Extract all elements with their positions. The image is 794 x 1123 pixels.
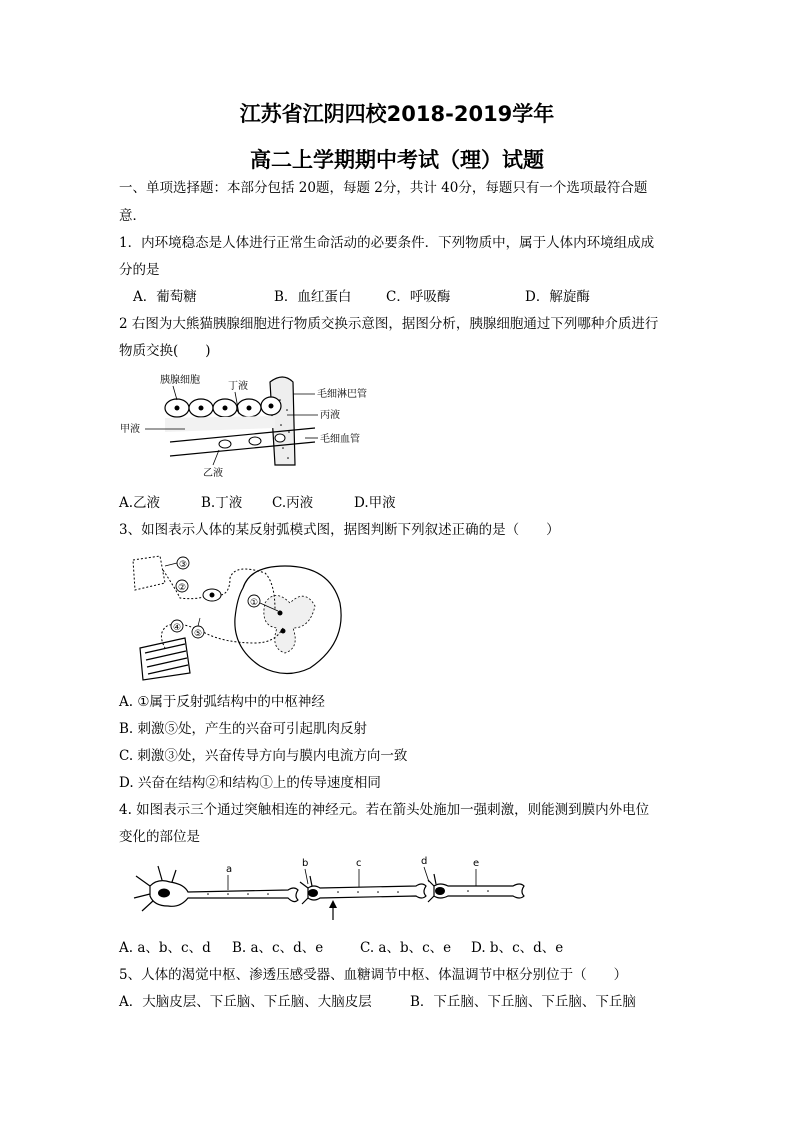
pancreas-exchange-diagram: [115, 370, 385, 485]
question-4-option-d: D. b、c、d、e: [471, 940, 564, 956]
question-4-option-c: C. a、b、c、e: [360, 940, 452, 956]
question-5-option-a: A．大脑皮层、下丘脑、下丘脑、大脑皮层: [119, 994, 372, 1010]
section-instruction-line2: 意．: [119, 208, 146, 224]
marker-2: ②: [177, 583, 187, 593]
question-1-option-c: C．呼吸酶: [386, 289, 451, 305]
question-1-stem-line2: 分的是: [119, 262, 160, 278]
point-d-label: d: [421, 856, 428, 867]
question-2-option-a: A.乙液: [119, 495, 161, 511]
question-3-option-d: D. 兴奋在结构②和结构①上的传导速度相同: [119, 775, 381, 791]
page-title: 江苏省江阴四校2018-2019学年: [239, 102, 555, 126]
question-1-option-a: A．葡萄糖: [133, 289, 197, 305]
question-5-option-b: B．下丘脑、下丘脑、下丘脑、下丘脑: [410, 994, 636, 1010]
label-bing-fluid: 丙液: [320, 410, 340, 421]
point-e-label: e: [473, 858, 480, 869]
point-c-label: c: [356, 858, 362, 869]
question-5-stem: 5、人体的渴觉中枢、渗透压感受器、血糖调节中枢、体温调节中枢分别位于（ ）: [119, 967, 628, 983]
label-blood-capillary: 毛细血管: [320, 434, 360, 445]
question-2-stem-line2: 物质交换( ): [119, 343, 211, 359]
stimulus-arrow-icon: [329, 900, 337, 920]
question-1-stem-line1: 1．内环境稳态是人体进行正常生命活动的必要条件．下列物质中，属于人体内环境组成成: [119, 235, 655, 251]
marker-4: ④: [172, 623, 182, 633]
question-2-option-c: C.丙液: [272, 495, 314, 511]
question-3-option-c: C. 刺激③处，兴奋传导方向与膜内电流方向一致: [119, 748, 408, 764]
question-3-option-b: B. 刺激⑤处，产生的兴奋可引起肌肉反射: [119, 721, 368, 737]
label-lymph-capillary: 毛细淋巴管: [317, 389, 367, 400]
marker-3: ③: [178, 560, 188, 570]
three-neuron-diagram: [128, 856, 528, 921]
point-a-label: a: [226, 864, 233, 875]
section-instruction-line1: 一、单项选择题：本部分包括 20题，每题 2分，共计 40分，每题只有一个选项最符合题: [119, 180, 648, 196]
marker-5: ⑤: [193, 629, 203, 639]
label-yi-fluid: 乙液: [203, 468, 223, 479]
label-jia-fluid: 甲液: [120, 424, 140, 435]
reflex-arc-diagram: [125, 548, 355, 683]
label-pancreas-cell: 胰腺细胞: [160, 375, 200, 386]
point-b-label: b: [302, 858, 309, 869]
question-1-option-b: B．血红蛋白: [274, 289, 352, 305]
question-4-option-b: B. a、c、d、e: [232, 940, 324, 956]
page-subtitle: 高二上学期期中考试（理）试题: [250, 148, 544, 172]
question-1-option-d: D．解旋酶: [525, 289, 590, 305]
question-2-stem-line1: 2 右图为大熊猫胰腺细胞进行物质交换示意图，据图分析，胰腺细胞通过下列哪种介质进行: [119, 316, 659, 332]
question-4-stem-line1: 4. 如图表示三个通过突触相连的神经元。若在箭头处施加一强刺激，则能测到膜内外电位: [119, 802, 650, 818]
marker-1: ①: [249, 598, 259, 608]
question-3-stem: 3、如图表示人体的某反射弧模式图，据图判断下列叙述正确的是（ ）: [119, 522, 560, 538]
question-4-stem-line2: 变化的部位是: [119, 829, 200, 845]
question-4-option-a: A. a、b、c、d: [119, 940, 211, 956]
question-2-option-d: D.甲液: [354, 495, 396, 511]
question-3-option-a: A. ①属于反射弧结构中的中枢神经: [119, 694, 325, 710]
question-2-option-b: B.丁液: [201, 495, 243, 511]
label-ding-fluid: 丁液: [228, 381, 248, 392]
